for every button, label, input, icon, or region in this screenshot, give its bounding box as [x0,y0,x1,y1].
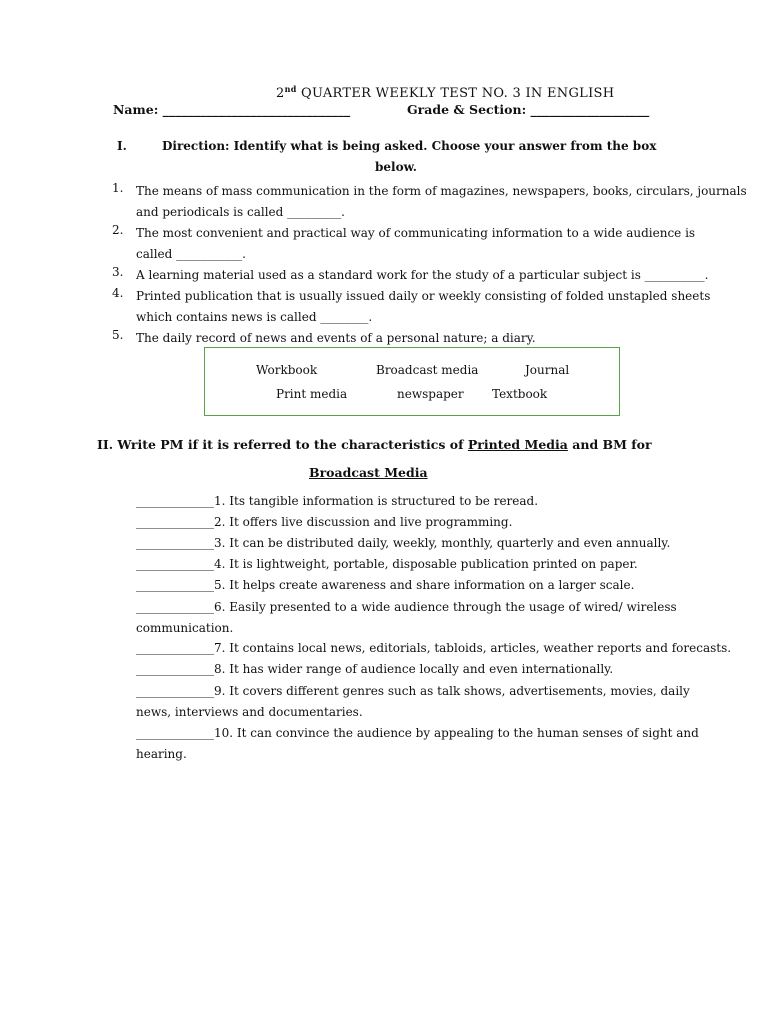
section1-number: I. [117,139,127,153]
question-text: The daily record of news and events of a personal nature; a diary. [136,331,536,345]
statement-item-cont: communication. [136,621,234,635]
statement-item[interactable]: _____________10. It can convince the audience by appealing to the human senses of sight and [136,726,699,740]
question-text-cont: which contains news is called ________. [136,310,373,324]
statement-item[interactable]: _____________3. It can be distributed daily, weekly, monthly, quarterly and even annually. [136,536,671,550]
statement-item[interactable]: _____________8. It has wider range of audience locally and even internationally. [136,662,614,676]
question-number: 1. [112,181,124,195]
section2-printed-media: Printed Media [467,437,568,452]
section2-intro [97,437,652,452]
question-number: 5. [112,328,124,342]
question-number: 2. [112,223,124,237]
question-text: Printed publication that is usually issued daily or weekly consisting of folded unstapled sheets [136,289,711,303]
choice-broadcast-media: Broadcast media [376,363,479,377]
choice-textbook: Textbook [492,387,548,401]
question-number: 4. [112,286,124,300]
statement-item-cont: news, interviews and documentaries. [136,705,363,719]
answer-choices-box [204,347,620,416]
title-number: 2 [276,86,285,101]
choice-journal: Journal [525,363,570,377]
statement-item-cont: hearing. [136,747,187,761]
question-text: A learning material used as a standard work for the study of a particular subject is __________. [136,268,709,282]
section1-direction: Direction: Identify what is being asked. Choose your answer from the box [162,139,657,153]
title-text: QUARTER WEEKLY TEST NO. 3 IN ENGLISH [296,86,615,101]
choice-workbook: Workbook [256,363,318,377]
section2-intro-a: II. Write PM if it is referred to the characteristics of [97,437,468,452]
page-title [276,86,614,101]
choice-print-media: Print media [276,387,348,401]
question-number: 3. [112,265,124,279]
question-text-cont: called ___________. [136,247,246,261]
question-text: The means of mass communication in the form of magazines, newspapers, books, circulars, journals [136,184,747,198]
statement-item[interactable]: _____________4. It is lightweight, portable, disposable publication printed on paper. [136,557,638,571]
statement-item[interactable]: _____________5. It helps create awareness and share information on a larger scale. [136,578,635,592]
section1-direction-cont: below. [375,160,417,174]
question-text: The most convenient and practical way of communicating information to a wide audience is [136,226,696,240]
statement-item[interactable]: _____________2. It offers live discussion and live programming. [136,515,513,529]
title-superscript: nd [284,84,297,94]
question-text-cont: and periodicals is called _________. [136,205,345,219]
grade-section-field[interactable]: Grade & Section: ___________________ [407,102,650,117]
statement-item[interactable]: _____________1. Its tangible information is structured to be reread. [136,494,539,508]
choice-newspaper: newspaper [397,387,464,401]
section2-broadcast-media: Broadcast Media [309,465,428,480]
statement-item[interactable]: _____________9. It covers different genres such as talk shows, advertisements, movies, daily [136,684,690,698]
name-field[interactable]: Name: ______________________________ [113,102,351,117]
statement-item[interactable]: _____________7. It contains local news, editorials, tabloids, articles, weather reports and forecasts. [136,641,732,655]
statement-item[interactable]: _____________6. Easily presented to a wide audience through the usage of wired/ wireless [136,600,677,614]
section2-intro-b: and BM for [567,437,652,452]
